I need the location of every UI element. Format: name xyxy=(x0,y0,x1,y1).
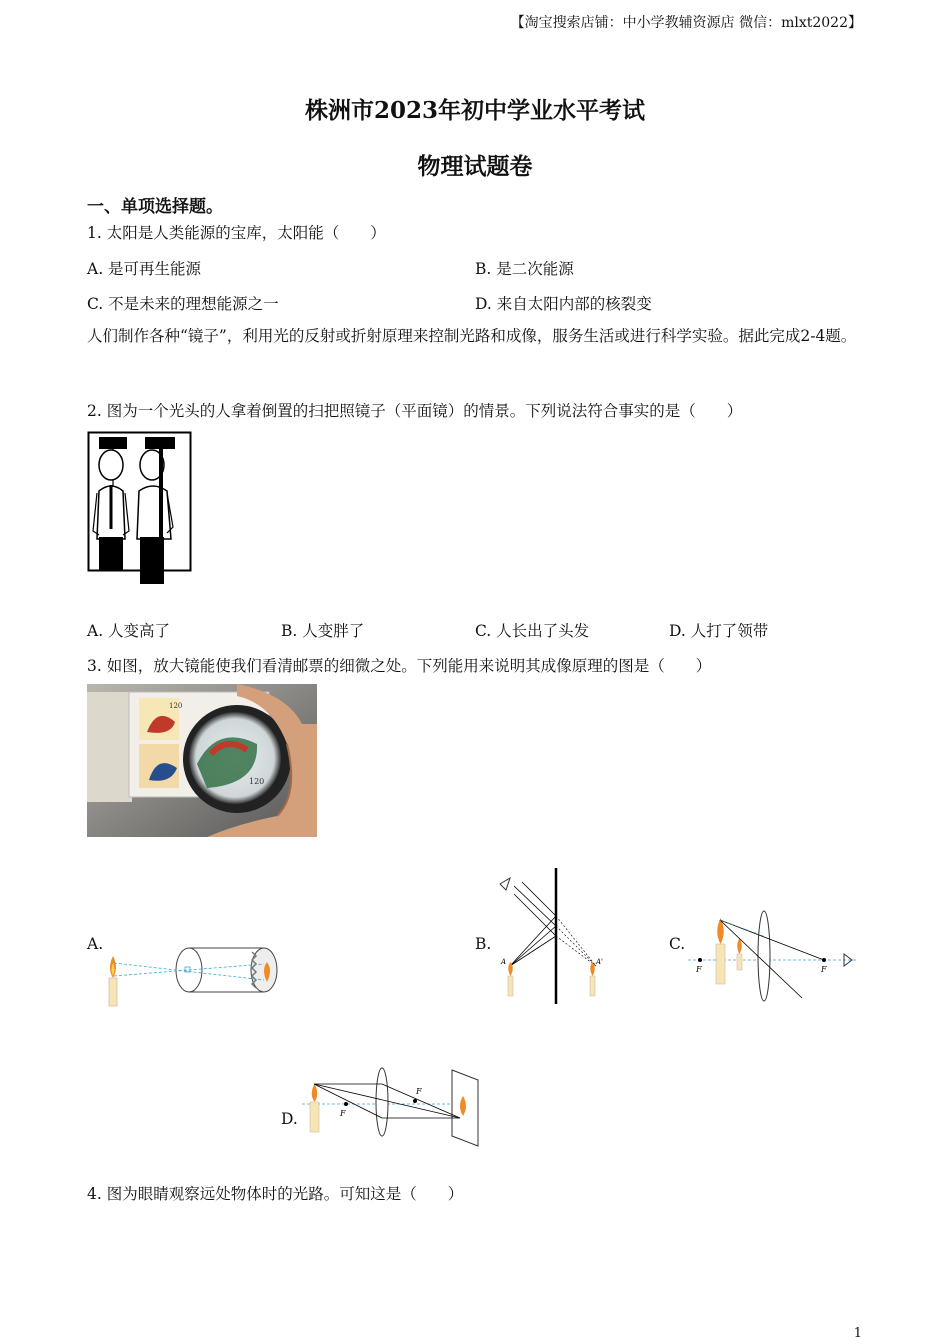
plane-mirror-diagram xyxy=(492,866,617,1006)
focus-label-2: F xyxy=(416,1087,422,1096)
magnifier-lens-diagram xyxy=(688,906,858,1008)
q2-option-b: B. 人变胖了 xyxy=(281,622,365,640)
header-note: 【淘宝搜索店铺：中小学教辅资源店 微信：mlxt2022】 xyxy=(510,15,862,31)
q1-option-a: A. 是可再生能源 xyxy=(87,260,202,278)
question-3-stem: 3. 如图，放大镜能使我们看清邮票的细微之处。下列能用来说明其成像原理的图是（ ） xyxy=(87,657,712,675)
stamp-label: 120 xyxy=(169,702,183,710)
q3-option-b-label: B. xyxy=(475,935,492,953)
pinhole-camera-diagram xyxy=(104,938,284,1008)
page-number: 1 xyxy=(853,1326,862,1341)
focus-label-left: F xyxy=(696,965,702,974)
projector-lens-diagram xyxy=(300,1066,482,1150)
mirror-figure xyxy=(87,431,192,586)
focus-label-1: F xyxy=(340,1109,346,1118)
question-1-stem: 1. 太阳是人类能源的宝库，太阳能（ ） xyxy=(87,224,386,242)
question-2-stem: 2. 图为一个光头的人拿着倒置的扫把照镜子（平面镜）的情景。下列说法符合事实的是（ ） xyxy=(87,402,743,420)
question-4-stem: 4. 图为眼睛观察远处物体时的光路。可知这是（ ） xyxy=(87,1185,464,1203)
focus-label-right: F xyxy=(821,965,827,974)
object-label-a: A xyxy=(501,958,507,966)
q1-option-c: C. 不是未来的理想能源之一 xyxy=(87,295,279,313)
magnifier-photo xyxy=(87,684,317,837)
exam-subtitle: 物理试题卷 xyxy=(417,153,533,180)
q2-option-c: C. 人长出了头发 xyxy=(475,622,590,640)
q2-option-a: A. 人变高了 xyxy=(87,622,171,640)
q3-option-a-label: A. xyxy=(87,935,104,953)
q1-option-d: D. 来自太阳内部的核裂变 xyxy=(475,295,652,313)
q2-option-d: D. 人打了领带 xyxy=(669,622,769,640)
q3-option-d-label: D. xyxy=(281,1110,298,1128)
q1-option-b: B. 是二次能源 xyxy=(475,260,574,278)
stamp-label-magnified: 120 xyxy=(249,777,265,786)
image-label-a-prime: A' xyxy=(596,958,603,966)
intro-paragraph: 人们制作各种“镜子”，利用光的反射或折射原理来控制光路和成像，服务生活或进行科学实验。据此完成2-4题。 xyxy=(87,327,857,345)
q3-option-c-label: C. xyxy=(669,935,686,953)
exam-title: 株洲市2023年初中学业水平考试 xyxy=(304,97,645,124)
section-heading: 一、单项选择题。 xyxy=(87,197,223,217)
